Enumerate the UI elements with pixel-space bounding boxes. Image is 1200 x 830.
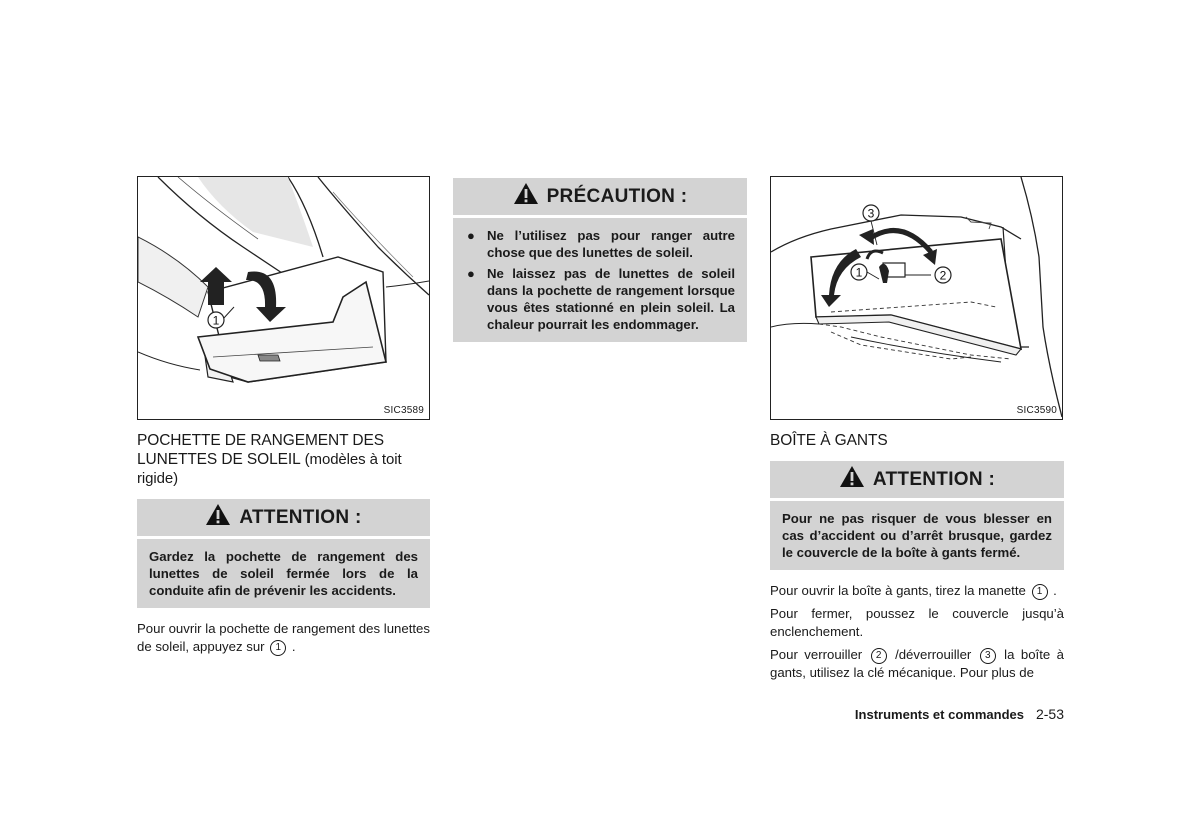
text: Pour ouvrir la pochette de rangement des lunettes de soleil, appuyez sur xyxy=(137,621,430,654)
lock-instructions xyxy=(770,646,1064,682)
right-column xyxy=(770,176,1064,687)
heading-main: POCHETTE DE RANGEMENT DES LUNETTES DE SOLEIL xyxy=(137,432,384,468)
close-instructions: Pour fermer, poussez le couvercle jusqu’à enclenchement. xyxy=(770,606,1064,639)
middle-column xyxy=(453,178,747,342)
list-item xyxy=(465,227,735,261)
callout-2-inline: 2 xyxy=(871,648,887,664)
text: . xyxy=(291,639,296,654)
text: . xyxy=(1053,583,1057,598)
page-footer xyxy=(770,706,1064,722)
text: Pour verrouiller xyxy=(770,647,863,662)
text: la boîte à gants, utilisez la clé mécanique. Pour plus de xyxy=(770,647,1064,680)
sunglasses-holder-illustration xyxy=(138,177,429,419)
caution-box xyxy=(453,178,747,342)
page-number: 2-53 xyxy=(1035,706,1064,722)
open-instructions xyxy=(137,620,430,656)
callout-3: 3 xyxy=(867,206,875,221)
list-item xyxy=(465,265,735,333)
callout-2: 2 xyxy=(939,268,947,283)
warning-triangle-icon xyxy=(839,465,865,494)
caution-header xyxy=(453,178,747,218)
open-instructions xyxy=(770,582,1064,600)
attention-text: Gardez la pochette de rangement des lunettes de soleil fermée lors de la conduite afin de prévenir les accidents. xyxy=(149,549,418,598)
list-item-text: Ne laissez pas de lunettes de soleil dans la pochette de rangement lorsque vous êtes stationné en plein soleil. La chaleur pourrait les endommager. xyxy=(487,266,735,332)
heading-sub: (modèles à toit rigide) xyxy=(137,451,402,487)
warning-triangle-icon xyxy=(513,182,539,211)
callout-1: 1 xyxy=(212,313,220,328)
bullet: ● xyxy=(467,266,475,281)
caution-body xyxy=(453,218,747,342)
attention-box xyxy=(770,461,1064,570)
callout-1-inline: 1 xyxy=(1032,584,1048,600)
attention-header xyxy=(137,499,430,539)
callout-1: 1 xyxy=(855,265,863,280)
callout-3-inline: 3 xyxy=(980,648,996,664)
attention-box xyxy=(137,499,430,608)
attention-title: ATTENTION : xyxy=(239,506,362,528)
left-column xyxy=(137,176,430,661)
section-heading: BOÎTE À GANTS xyxy=(770,432,888,449)
callout-1-inline: 1 xyxy=(270,640,286,656)
list-item-text: Ne l’utilisez pas pour ranger autre chose que des lunettes de soleil. xyxy=(487,228,735,260)
text: /déverrouiller xyxy=(895,647,972,662)
glove-box-figure xyxy=(770,176,1063,420)
figure-code: SIC3589 xyxy=(383,405,424,416)
footer-section-title: Instruments et commandes xyxy=(854,707,1024,722)
caution-title: PRÉCAUTION : xyxy=(546,185,688,207)
attention-text: Pour ne pas risquer de vous blesser en cas d’accident ou d’arrêt brusque, gardez le couvercle de la boîte à gants fermé. xyxy=(782,511,1052,560)
figure-code: SIC3590 xyxy=(1016,405,1057,416)
warning-triangle-icon xyxy=(205,503,231,532)
bullet: ● xyxy=(467,228,475,243)
glove-box-illustration xyxy=(771,177,1062,419)
attention-title: ATTENTION : xyxy=(872,468,996,490)
caution-list xyxy=(465,227,735,333)
sunglasses-holder-figure xyxy=(137,176,430,420)
text: Pour ouvrir la boîte à gants, tirez la manette xyxy=(770,583,1026,598)
section-heading xyxy=(137,431,430,488)
attention-header xyxy=(770,461,1064,501)
